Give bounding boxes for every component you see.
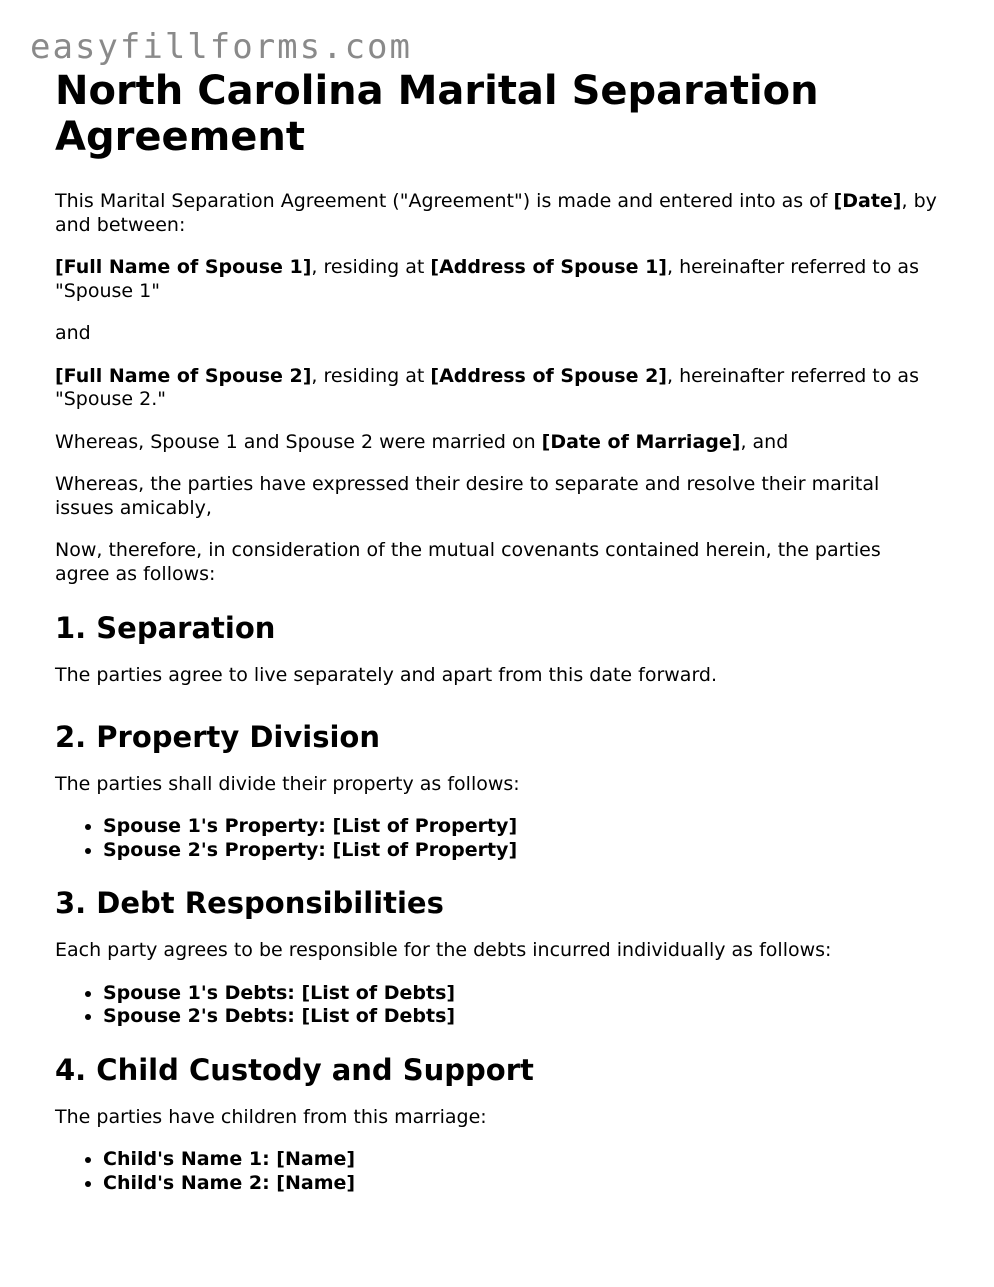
spouse-2-address-placeholder: [Address of Spouse 2] xyxy=(430,364,667,387)
spouse-1-paragraph: [Full Name of Spouse 1], residing at [Address of Spouse 1], hereinafter referred to as "Spouse 1" xyxy=(55,256,919,302)
children-list xyxy=(55,1148,940,1195)
date-placeholder: [Date] xyxy=(833,190,902,212)
spouse-1-address-placeholder: [Address of Spouse 1] xyxy=(430,256,667,278)
spouse-1-name-placeholder: [Full Name of Spouse 1] xyxy=(55,256,312,278)
list-item: • Spouse 2's Debts: [List of Debts] xyxy=(103,1005,940,1029)
document-page xyxy=(55,68,940,1195)
marriage-date-placeholder: [Date of Marriage] xyxy=(541,430,741,453)
document-title: North Carolina Marital Separation Agreement xyxy=(55,68,819,160)
section-heading-child-custody: 4. Child Custody and Support xyxy=(55,1052,534,1087)
section-heading-separation: 1. Separation xyxy=(55,611,276,645)
section-text-debt-responsibilities: Each party agrees to be responsible for the debts incurred individually as follows: xyxy=(55,939,832,961)
whereas-separate-paragraph: Whereas, the parties have expressed their desire to separate and resolve their marital issues amicably, xyxy=(55,473,880,519)
watermark: easyfillforms.com xyxy=(30,27,412,67)
debts-list xyxy=(55,982,940,1029)
whereas-marriage-paragraph: Whereas, Spouse 1 and Spouse 2 were married on [Date of Marriage], and xyxy=(55,430,789,453)
and-paragraph: and xyxy=(55,322,91,344)
list-item: • Spouse 2's Property: [List of Property] xyxy=(103,839,940,863)
list-item: • Child's Name 2: [Name] xyxy=(103,1172,940,1196)
section-text-property-division: The parties shall divide their property as follows: xyxy=(55,772,520,795)
section-heading-property-division: 2. Property Division xyxy=(55,719,380,754)
section-heading-debt-responsibilities: 3. Debt Responsibilities xyxy=(55,886,444,920)
list-item: • Child's Name 1: [Name] xyxy=(103,1148,940,1172)
now-therefore-paragraph: Now, therefore, in consideration of the mutual covenants contained herein, the parties agree as follows: xyxy=(55,539,881,585)
intro-paragraph: This Marital Separation Agreement ("Agreement") is made and entered into as of [Date], by and between: xyxy=(55,190,937,236)
list-item: • Spouse 1's Debts: [List of Debts] xyxy=(103,982,940,1006)
list-item: • Spouse 1's Property: [List of Property] xyxy=(103,815,940,839)
section-text-separation: The parties agree to live separately and apart from this date forward. xyxy=(55,664,718,686)
section-text-child-custody: The parties have children from this marriage: xyxy=(55,1105,487,1128)
spouse-2-paragraph: [Full Name of Spouse 2], residing at [Address of Spouse 2], hereinafter referred to as "Spouse 2." xyxy=(55,364,919,410)
property-list xyxy=(55,815,940,862)
spouse-2-name-placeholder: [Full Name of Spouse 2] xyxy=(55,364,312,387)
